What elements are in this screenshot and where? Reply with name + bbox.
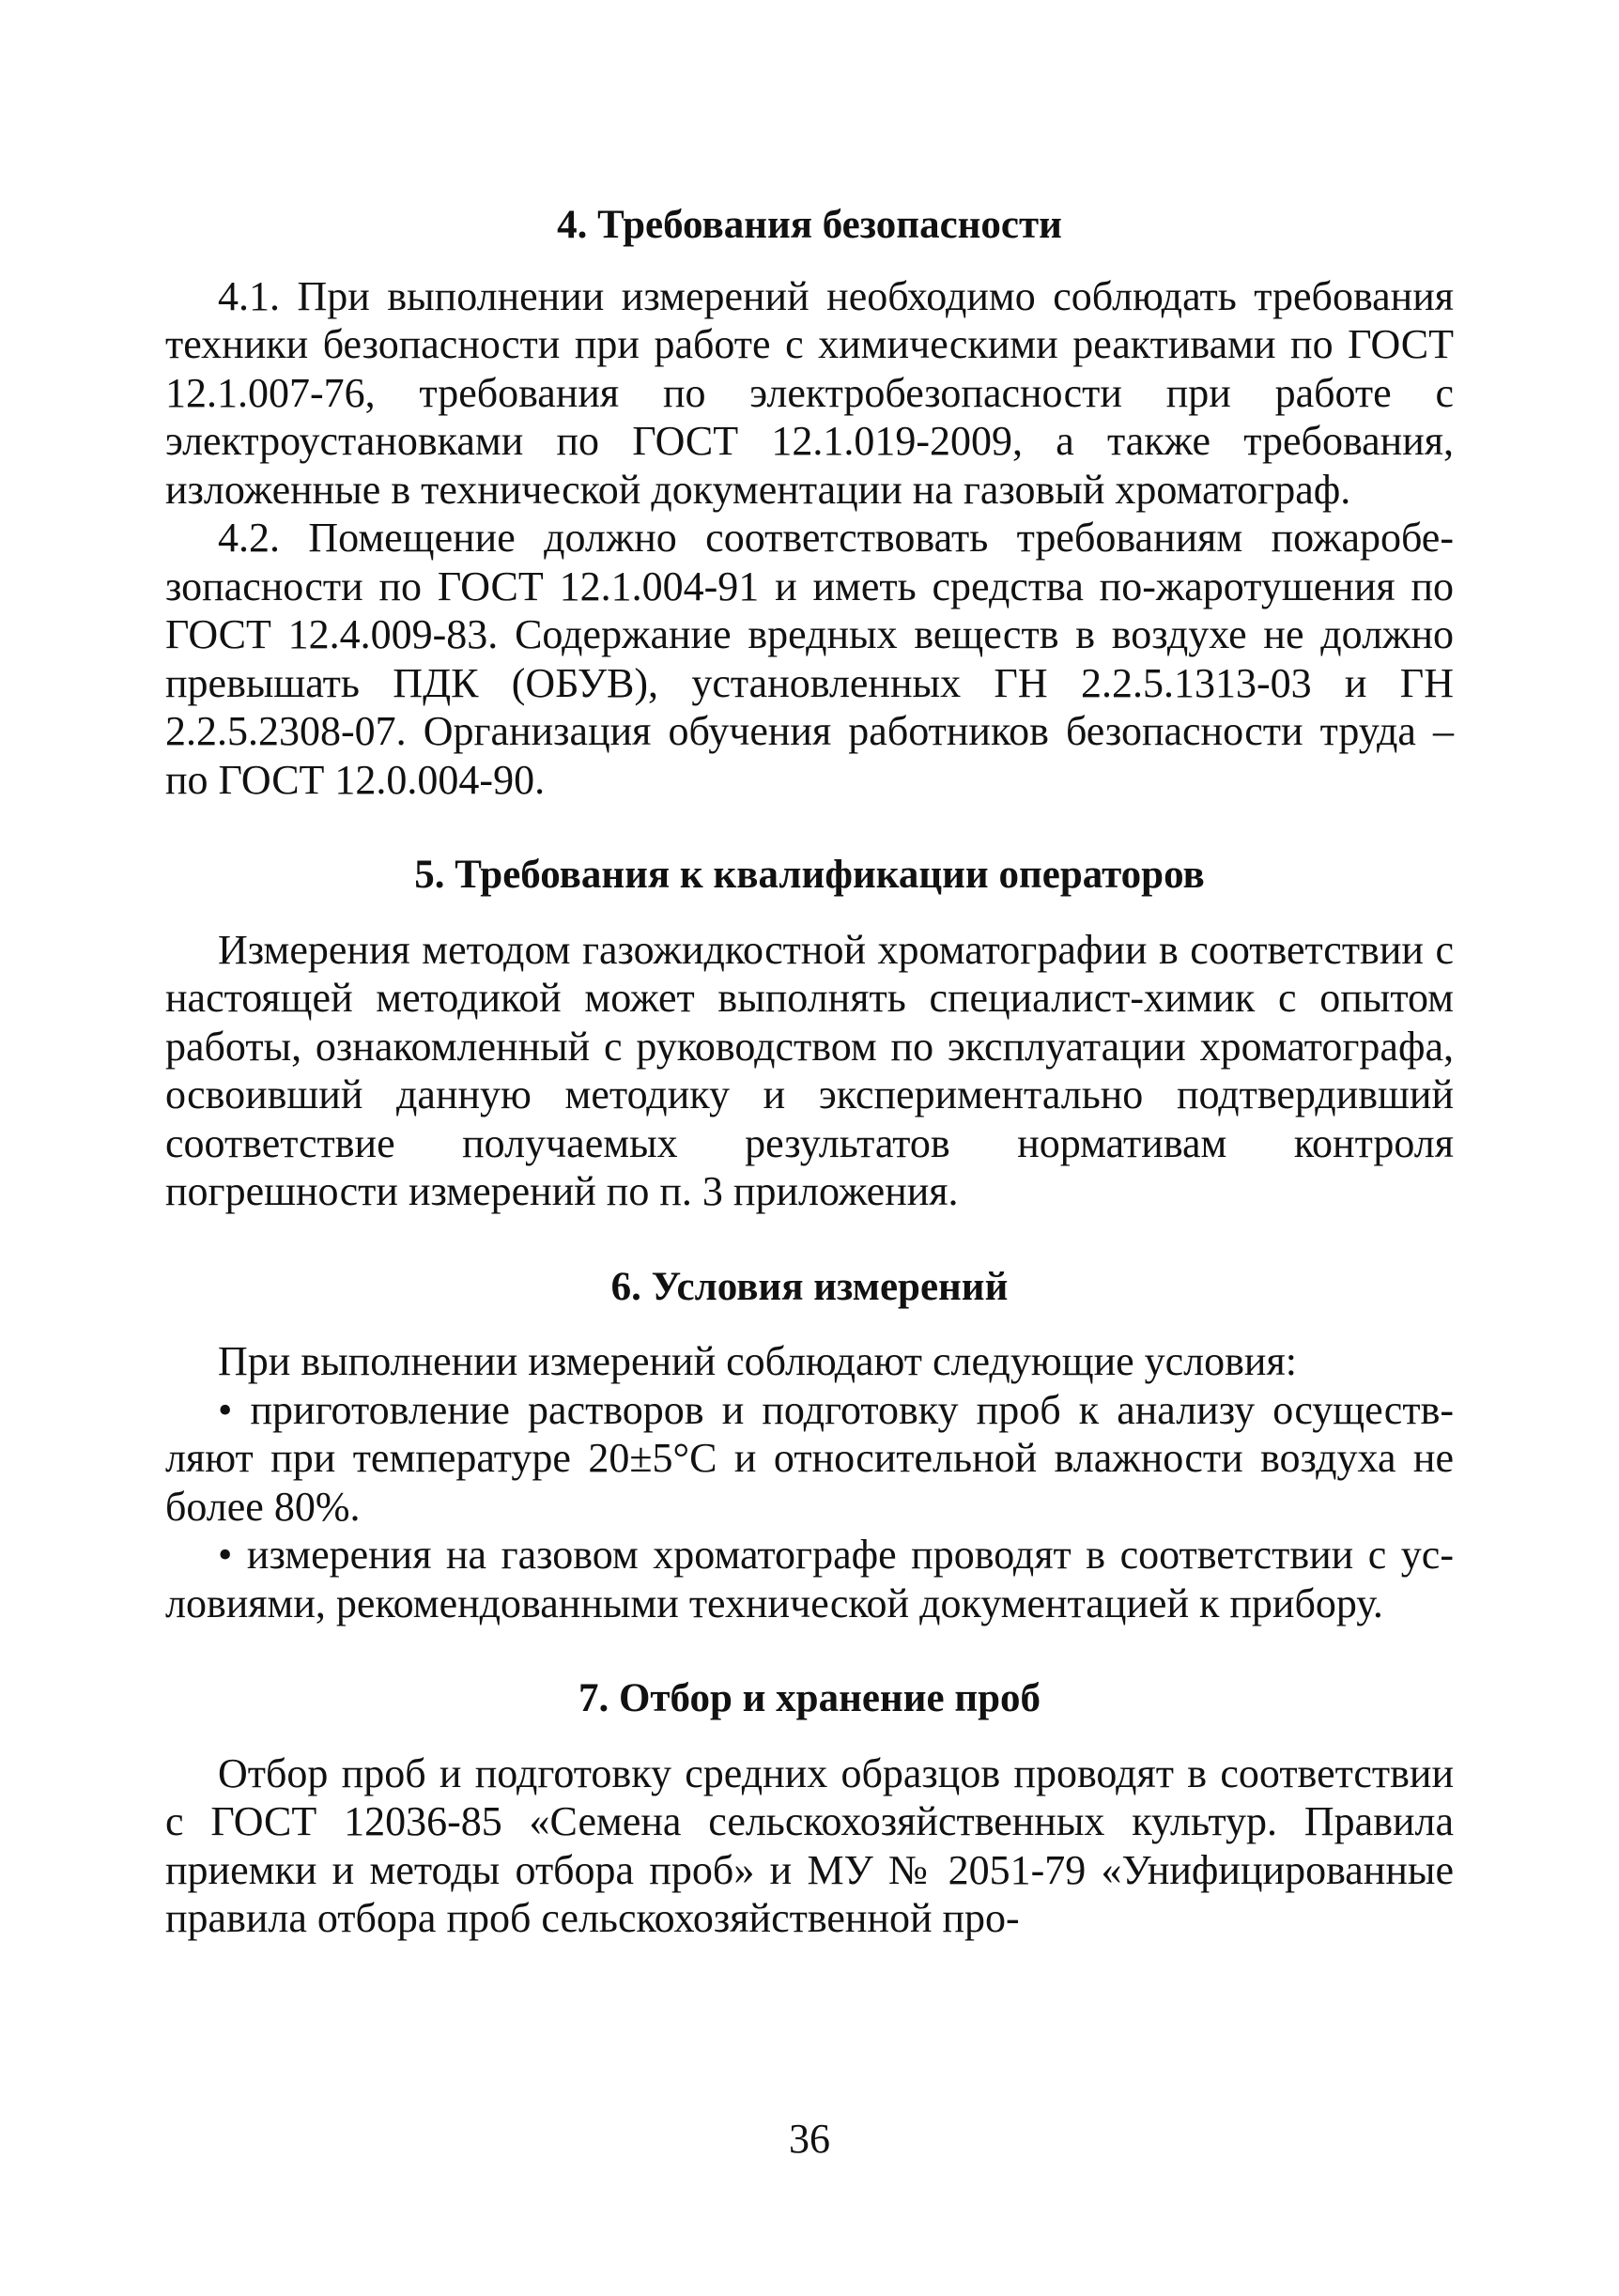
paragraph-5-1: Измерения методом газожидкостной хроматографии в соответствии с настоящей методикой может выполнять специалист-химик с опытом работы, ознакомленный с руководством по эксплуатации хроматографа, освоивший данную методику и экспериментально подтвердивший соответствие получаемых результатов нормативам контроля погрешности измерений по п. 3 приложения. [165, 926, 1454, 1214]
page-number: 36 [789, 2116, 830, 2162]
section-5-title: 5. Требования к квалификации операторов [414, 853, 1205, 897]
section-7-title: 7. Отбор и хранение проб [578, 1676, 1041, 1720]
paragraph-6-intro: При выполнении измерений соблюдают следующие условия: [218, 1338, 1297, 1384]
paragraph-7-1: Отбор проб и подготовку средних образцов проводят в соответствии с ГОСТ 12036-85 «Семена сельскохозяйственных культур. Правила приемки и методы отбора проб» и МУ № 2051-79 «Унифицированные правила отбора проб сельскохозяйственной про- [165, 1749, 1454, 1941]
paragraph-4-1: 4.1. При выполнении измерений необходимо соблюдать требования техники безопасности при работе с химическими реактивами по ГОСТ 12.1.007-76, требования по электробезопасности при работе с электроустановками по ГОСТ 12.1.019-2009, а также требования, изложенные в технической документации на газовый хроматограф. [165, 272, 1454, 513]
paragraph-6-bullet-2: • измерения на газовом хроматографе проводят в соответствии с условиями, рекомендованными технической документацией к прибору. [165, 1532, 1454, 1626]
page-content [165, 201, 1454, 1943]
section-4-title: 4. Требования безопасности [557, 203, 1062, 247]
paragraph-6-bullet-1: • приготовление растворов и подготовку проб к анализу осуществляют при температуре 20±5°С и относительной влажности воздуха не более 80%. [165, 1386, 1454, 1530]
section-6-title: 6. Условия измерений [610, 1264, 1009, 1309]
paragraph-4-2: 4.2. Помещение должно соответствовать требованиям пожаробезопасности по ГОСТ 12.1.004-91 и иметь средства по-жаротушения по ГОСТ 12.4.009-83. Содержание вредных веществ в воздухе не должно превышать ПДК (ОБУВ), установленных ГН 2.2.5.1313-03 и ГН 2.2.5.2308-07. Организация обучения работников безопасности труда – по ГОСТ 12.0.004-90. [165, 515, 1454, 803]
